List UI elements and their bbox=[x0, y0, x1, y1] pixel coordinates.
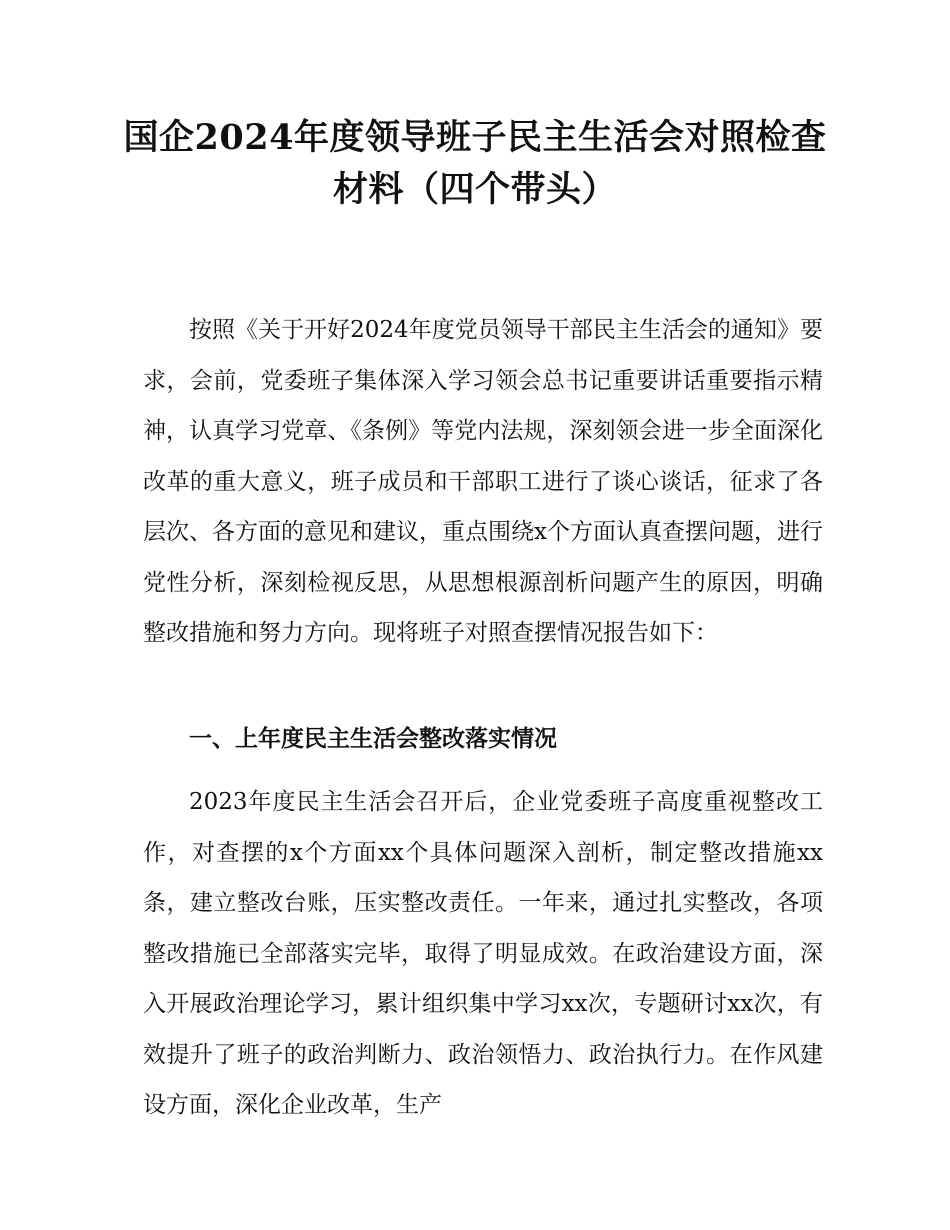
section-1-heading: 一、上年度民主生活会整改落实情况 bbox=[189, 726, 557, 752]
document-title-line-1: 国企2024年度领导班子民主生活会对照检查 bbox=[123, 117, 827, 158]
intro-paragraph: 按照《关于开好2024年度党员领导干部民主生活会的通知》要求，会前，党委班子集体深入学习领会总书记重要讲话重要指示精神，认真学习党章、《条例》等党内法规，深刻领会进一步全面深化改革的重大意义，班子成员和干部职工进行了谈心谈话，征求了各层次、各方面的意见和建议，重点围绕x个方面认真查摆问题，进行党性分析，深刻检视反思，从思想根源剖析问题产生的原因，明确整改措施和努力方向。现将班子对照查摆情况报告如下： bbox=[143, 317, 823, 646]
section-1-paragraph: 2023年度民主生活会召开后，企业党委班子高度重视整改工作，对查摆的x个方面xx个具体问题深入剖析，制定整改措施xx条，建立整改台账，压实整改责任。一年来，通过扎实整改，各项整改措施已全部落实完毕，取得了明显成效。在政治建设方面，深入开展政治理论学习，累计组织集中学习xx次，专题研讨xx次，有效提升了班子的政治判断力、政治领悟力、政治执行力。在作风建设方面，深化企业改革，生产 bbox=[143, 789, 823, 1118]
document-title-line-2: 材料（四个带头） bbox=[332, 169, 617, 210]
